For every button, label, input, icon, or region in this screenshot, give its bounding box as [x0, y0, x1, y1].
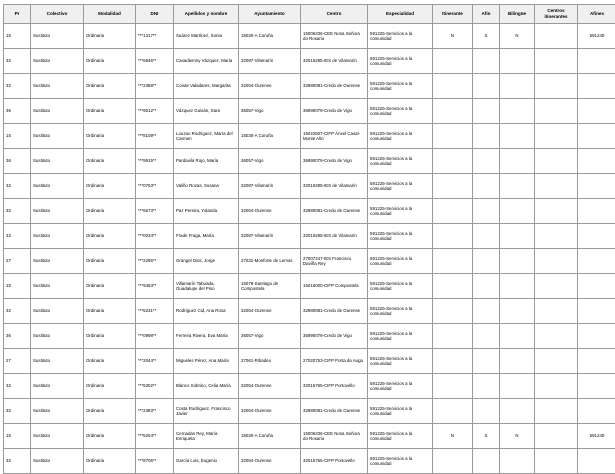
cell-dni: ***8705**	[136, 449, 174, 474]
table-row[interactable]	[4, 49, 615, 74]
cell-nombre: Costa Rodríguez, Francisco Javier	[174, 399, 239, 424]
table-row[interactable]	[4, 349, 615, 374]
table-row[interactable]	[4, 424, 615, 449]
cell-afin	[473, 374, 500, 399]
cell-centro: 27020753-CIFP Porta da Auga	[301, 349, 368, 374]
cell-modalidad: Ordinaria	[84, 99, 136, 124]
cell-centro: 15006336-CEE Nosa Señora do Rosario	[301, 424, 368, 449]
cell-centros_itinerantes	[535, 349, 578, 374]
cell-nombre: Migueles Pérez, Ana María	[174, 349, 239, 374]
column-header-ayuntamiento[interactable]: Ayuntamiento	[239, 5, 301, 24]
cell-bilingue	[500, 299, 535, 324]
cell-colectivo: Sustituto	[31, 224, 84, 249]
cell-colectivo: Sustituto	[31, 24, 84, 49]
cell-especialidad: 591225-Servicios a la comunidad	[368, 74, 433, 99]
cell-ayuntamiento: 32054-Ourense	[239, 199, 301, 224]
cell-afines	[578, 174, 615, 199]
cell-colectivo: Sustituto	[31, 49, 84, 74]
cell-ayuntamiento: 32054-Ourense	[239, 449, 301, 474]
table-row[interactable]	[4, 74, 615, 99]
cell-especialidad: 591225-Servicios a la comunidad	[368, 449, 433, 474]
cell-modalidad: Ordinaria	[84, 224, 136, 249]
cell-ayuntamiento: 32087-Vilamarín	[239, 224, 301, 249]
cell-modalidad: Ordinaria	[84, 424, 136, 449]
cell-colectivo: Sustituto	[31, 374, 84, 399]
cell-ayuntamiento: 15030-A Coruña	[239, 424, 301, 449]
cell-especialidad: 591225-Servicios a la comunidad	[368, 199, 433, 224]
cell-itinerante	[433, 299, 473, 324]
cell-modalidad: Ordinaria	[84, 249, 136, 274]
cell-bilingue	[500, 124, 535, 149]
cell-afines	[578, 224, 615, 249]
cell-centro: 32016285-IES de Vilamarín	[301, 174, 368, 199]
cell-ayuntamiento: 15078-Santiago de Compostela	[239, 274, 301, 299]
cell-modalidad: Ordinaria	[84, 274, 136, 299]
cell-nombre: Pardavila Rojo, María	[174, 149, 239, 174]
cell-itinerante: N	[433, 424, 473, 449]
cell-bilingue	[500, 274, 535, 299]
table-row[interactable]	[4, 274, 615, 299]
cell-nombre: Louzao Rodríguez, María del Carmen	[174, 124, 239, 149]
cell-pr: 32	[4, 399, 31, 424]
cell-centros_itinerantes	[535, 324, 578, 349]
table-row[interactable]	[4, 174, 615, 199]
cell-centro: 15016000-CIFP Compostela	[301, 274, 368, 299]
cell-especialidad: 591225-Servicios a la comunidad	[368, 249, 433, 274]
table-row[interactable]	[4, 374, 615, 399]
cell-colectivo: Sustituto	[31, 299, 84, 324]
cell-pr: 15	[4, 424, 31, 449]
cell-afin	[473, 399, 500, 424]
column-header-nombre[interactable]: Apellidos y nombre	[174, 5, 239, 24]
cell-ayuntamiento: 36057-Vigo	[239, 149, 301, 174]
column-header-dni[interactable]: DNI	[136, 5, 174, 24]
cell-dni: ***0034**	[136, 224, 174, 249]
cell-pr: 32	[4, 374, 31, 399]
cell-centros_itinerantes	[535, 449, 578, 474]
cell-colectivo: Sustituto	[31, 424, 84, 449]
cell-centros_itinerantes	[535, 99, 578, 124]
cell-bilingue	[500, 249, 535, 274]
cell-colectivo: Sustituto	[31, 149, 84, 174]
cell-centro: 32016765-CIFP Portovello	[301, 449, 368, 474]
cell-ayuntamiento: 32054-Ourense	[239, 399, 301, 424]
cell-modalidad: Ordinaria	[84, 24, 136, 49]
cell-especialidad: 591225-Servicios a la comunidad	[368, 274, 433, 299]
cell-bilingue	[500, 324, 535, 349]
cell-centros_itinerantes	[535, 224, 578, 249]
cell-dni: ***2285**	[136, 249, 174, 274]
cell-pr: 36	[4, 99, 31, 124]
cell-centro: 32980081-Credo de Ourense	[301, 399, 368, 424]
cell-centro: 36990079-Credo de Vigo	[301, 324, 368, 349]
cell-modalidad: Ordinaria	[84, 74, 136, 99]
cell-colectivo: Sustituto	[31, 199, 84, 224]
cell-afin	[473, 299, 500, 324]
cell-afin	[473, 349, 500, 374]
cell-nombre: Rodríguez Cid, Ana Rosa	[174, 299, 239, 324]
cell-pr: 15	[4, 124, 31, 149]
cell-especialidad: 591225-Servicios a la comunidad	[368, 24, 433, 49]
cell-itinerante	[433, 74, 473, 99]
cell-afin	[473, 74, 500, 99]
cell-modalidad: Ordinaria	[84, 324, 136, 349]
table-row[interactable]	[4, 149, 615, 174]
cell-afines	[578, 374, 615, 399]
cell-afines	[578, 124, 615, 149]
column-header-centro[interactable]: Centro	[301, 5, 368, 24]
cell-pr: 32	[4, 74, 31, 99]
cell-pr: 32	[4, 199, 31, 224]
cell-afin	[473, 49, 500, 74]
cell-centros_itinerantes	[535, 149, 578, 174]
cell-itinerante	[433, 224, 473, 249]
table-row[interactable]	[4, 299, 615, 324]
cell-itinerante	[433, 124, 473, 149]
cell-pr: 36	[4, 324, 31, 349]
cell-itinerante	[433, 399, 473, 424]
cell-especialidad: 591225-Servicios a la comunidad	[368, 149, 433, 174]
cell-ayuntamiento: 15030-A Coruña	[239, 24, 301, 49]
table-row[interactable]	[4, 324, 615, 349]
cell-afines	[578, 149, 615, 174]
cell-afin	[473, 249, 500, 274]
cell-modalidad: Ordinaria	[84, 199, 136, 224]
cell-nombre: Vázquez Guisán, Sara	[174, 99, 239, 124]
cell-pr: 32	[4, 449, 31, 474]
cell-ayuntamiento: 32087-Vilamarín	[239, 49, 301, 74]
cell-dni: ***8109**	[136, 124, 174, 149]
cell-bilingue: N	[500, 24, 535, 49]
table-row[interactable]	[4, 249, 615, 274]
cell-bilingue	[500, 199, 535, 224]
cell-afines	[578, 349, 615, 374]
cell-modalidad: Ordinaria	[84, 299, 136, 324]
cell-pr: 15	[4, 274, 31, 299]
cell-colectivo: Sustituto	[31, 399, 84, 424]
cell-itinerante: N	[433, 24, 473, 49]
cell-nombre: Blanco Sobrino, Celia María	[174, 374, 239, 399]
table-row[interactable]	[4, 449, 615, 474]
cell-itinerante	[433, 149, 473, 174]
table-row[interactable]	[4, 99, 615, 124]
cell-colectivo: Sustituto	[31, 174, 84, 199]
cell-centro: 36990079-Credo de Vigo	[301, 149, 368, 174]
cell-dni: ***6946**	[136, 49, 174, 74]
cell-colectivo: Sustituto	[31, 274, 84, 299]
column-header-pr[interactable]: Pr	[4, 5, 31, 24]
cell-afines	[578, 324, 615, 349]
cell-afin	[473, 324, 500, 349]
cell-pr: 15	[4, 24, 31, 49]
cell-dni: ***5231**	[136, 299, 174, 324]
cell-centro: 32016765-CIFP Portovello	[301, 374, 368, 399]
cell-centros_itinerantes	[535, 374, 578, 399]
cell-itinerante	[433, 99, 473, 124]
cell-afines	[578, 399, 615, 424]
cell-afines	[578, 74, 615, 99]
cell-modalidad: Ordinaria	[84, 124, 136, 149]
cell-colectivo: Sustituto	[31, 124, 84, 149]
cell-ayuntamiento: 32087-Vilamarín	[239, 174, 301, 199]
cell-centro: 32980081-Credo de Ourense	[301, 199, 368, 224]
cell-afines: 591240	[578, 24, 615, 49]
cell-especialidad: 591225-Servicios a la comunidad	[368, 99, 433, 124]
cell-nombre: Grangel Dios, Jorge	[174, 249, 239, 274]
cell-dni: ***9463**	[136, 274, 174, 299]
cell-ayuntamiento: 36057-Vigo	[239, 324, 301, 349]
table-row[interactable]	[4, 124, 615, 149]
cell-ayuntamiento: 32054-Ourense	[239, 374, 301, 399]
cell-centros_itinerantes	[535, 399, 578, 424]
cell-centro: 27007247-IES Francisco Daviña Rey	[301, 249, 368, 274]
cell-afin	[473, 449, 500, 474]
cell-centros_itinerantes	[535, 199, 578, 224]
cell-centros_itinerantes	[535, 249, 578, 274]
cell-colectivo: Sustituto	[31, 449, 84, 474]
cell-nombre: Suárez Martínez, Sonia	[174, 24, 239, 49]
cell-colectivo: Sustituto	[31, 324, 84, 349]
cell-nombre: Casadiemny Vázquez, María	[174, 49, 239, 74]
cell-bilingue	[500, 349, 535, 374]
cell-colectivo: Sustituto	[31, 249, 84, 274]
cell-pr: 32	[4, 299, 31, 324]
table-header-row	[4, 5, 615, 24]
cell-especialidad: 591225-Servicios a la comunidad	[368, 224, 433, 249]
column-header-centros-itinerantes[interactable]: Centros itinerantes	[535, 5, 578, 24]
cell-dni: ***2044**	[136, 349, 174, 374]
column-header-modalidad[interactable]: Modalidad	[84, 5, 136, 24]
cell-dni: ***0763**	[136, 174, 174, 199]
cell-modalidad: Ordinaria	[84, 149, 136, 174]
cell-dni: ***5254**	[136, 424, 174, 449]
cell-afin	[473, 199, 500, 224]
cell-centro: 32980081-Credo de Ourense	[301, 74, 368, 99]
column-header-afin[interactable]: Afin	[473, 5, 500, 24]
cell-bilingue	[500, 174, 535, 199]
cell-especialidad: 591225-Servicios a la comunidad	[368, 124, 433, 149]
cell-ayuntamiento: 32054-Ourense	[239, 74, 301, 99]
cell-afin: S	[473, 424, 500, 449]
cell-colectivo: Sustituto	[31, 99, 84, 124]
cell-afin	[473, 174, 500, 199]
cell-modalidad: Ordinaria	[84, 174, 136, 199]
cell-especialidad: 591225-Servicios a la comunidad	[368, 299, 433, 324]
cell-especialidad: 591225-Servicios a la comunidad	[368, 399, 433, 424]
cell-afin	[473, 124, 500, 149]
cell-ayuntamiento: 27031-Monforte de Lemos	[239, 249, 301, 274]
cell-afin	[473, 99, 500, 124]
cell-dni: ***9012**	[136, 99, 174, 124]
cell-nombre: Ferreira Rivera, Eva María	[174, 324, 239, 349]
cell-nombre: García Lois, Eugenio	[174, 449, 239, 474]
cell-pr: 32	[4, 49, 31, 74]
cell-centros_itinerantes	[535, 274, 578, 299]
cell-bilingue	[500, 149, 535, 174]
cell-bilingue	[500, 74, 535, 99]
cell-pr: 27	[4, 349, 31, 374]
cell-nombre: Valiño Rozas, Susana	[174, 174, 239, 199]
column-header-bilingue[interactable]: Bilingüe	[500, 5, 535, 24]
cell-itinerante	[433, 249, 473, 274]
cell-bilingue	[500, 49, 535, 74]
cell-especialidad: 591225-Servicios a la comunidad	[368, 349, 433, 374]
cell-pr: 36	[4, 149, 31, 174]
cell-dni: ***6673**	[136, 199, 174, 224]
cell-bilingue: N	[500, 424, 535, 449]
cell-pr: 27	[4, 249, 31, 274]
cell-centro: 32980081-Credo de Ourense	[301, 299, 368, 324]
cell-afines	[578, 449, 615, 474]
cell-afines: 591240	[578, 424, 615, 449]
cell-centros_itinerantes	[535, 24, 578, 49]
cell-afin	[473, 149, 500, 174]
adjudication-table	[3, 4, 615, 474]
cell-bilingue	[500, 224, 535, 249]
cell-ayuntamiento: 36057-Vigo	[239, 99, 301, 124]
cell-ayuntamiento: 32054-Ourense	[239, 299, 301, 324]
cell-centros_itinerantes	[535, 424, 578, 449]
cell-centro: 32016285-IES de Vilamarín	[301, 224, 368, 249]
cell-centros_itinerantes	[535, 299, 578, 324]
cell-centro: 15006336-CEE Nosa Señora do Rosario	[301, 24, 368, 49]
cell-ayuntamiento: 27061-Ribadeo	[239, 349, 301, 374]
cell-dni: ***9915**	[136, 149, 174, 174]
cell-centros_itinerantes	[535, 49, 578, 74]
column-header-especialidad[interactable]: Especialidad	[368, 5, 433, 24]
column-header-colectivo[interactable]: Colectivo	[31, 5, 84, 24]
cell-pr: 32	[4, 174, 31, 199]
cell-dni: ***0998**	[136, 324, 174, 349]
cell-centro: 36990079-Credo de Vigo	[301, 99, 368, 124]
cell-modalidad: Ordinaria	[84, 374, 136, 399]
cell-afines	[578, 99, 615, 124]
cell-itinerante	[433, 49, 473, 74]
cell-modalidad: Ordinaria	[84, 449, 136, 474]
cell-bilingue	[500, 99, 535, 124]
table-row[interactable]	[4, 224, 615, 249]
cell-especialidad: 591225-Servicios a la comunidad	[368, 174, 433, 199]
cell-afin	[473, 274, 500, 299]
cell-especialidad: 591225-Servicios a la comunidad	[368, 49, 433, 74]
cell-centro: 15022607-CIFP Ánxel Casal-Monte Alto	[301, 124, 368, 149]
cell-afines	[578, 249, 615, 274]
cell-bilingue	[500, 399, 535, 424]
cell-dni: ***2383**	[136, 399, 174, 424]
cell-nombre: Frade Fraga, María	[174, 224, 239, 249]
cell-especialidad: 591225-Servicios a la comunidad	[368, 424, 433, 449]
cell-especialidad: 591225-Servicios a la comunidad	[368, 374, 433, 399]
cell-itinerante	[433, 374, 473, 399]
table-body	[4, 24, 615, 474]
cell-ayuntamiento: 15030-A Coruña	[239, 124, 301, 149]
cell-afin	[473, 224, 500, 249]
cell-pr: 32	[4, 224, 31, 249]
cell-centros_itinerantes	[535, 174, 578, 199]
cell-centro: 32016285-IES de Vilamarín	[301, 49, 368, 74]
cell-itinerante	[433, 349, 473, 374]
cell-itinerante	[433, 324, 473, 349]
cell-centros_itinerantes	[535, 74, 578, 99]
cell-modalidad: Ordinaria	[84, 349, 136, 374]
cell-nombre: Paz Pereira, Yolanda	[174, 199, 239, 224]
cell-dni: ***2388**	[136, 74, 174, 99]
cell-afines	[578, 299, 615, 324]
table-row[interactable]	[4, 199, 615, 224]
cell-itinerante	[433, 274, 473, 299]
cell-colectivo: Sustituto	[31, 74, 84, 99]
cell-afin: S	[473, 24, 500, 49]
cell-itinerante	[433, 199, 473, 224]
cell-bilingue	[500, 374, 535, 399]
cell-dni: ***5302**	[136, 374, 174, 399]
cell-afines	[578, 274, 615, 299]
cell-itinerante	[433, 449, 473, 474]
cell-nombre: Cernadas Rey, María Enriqueta	[174, 424, 239, 449]
cell-modalidad: Ordinaria	[84, 399, 136, 424]
column-header-afines[interactable]: Afines	[578, 5, 615, 24]
cell-afines	[578, 49, 615, 74]
cell-nombre: Villamarín Taboada, Guadalupe del Pino	[174, 274, 239, 299]
cell-bilingue	[500, 449, 535, 474]
cell-afines	[578, 199, 615, 224]
column-header-itinerante[interactable]: Itinerante	[433, 5, 473, 24]
table-header	[4, 5, 615, 24]
cell-especialidad: 591225-Servicios a la comunidad	[368, 324, 433, 349]
cell-nombre: Conde Valadares, Margarita	[174, 74, 239, 99]
cell-modalidad: Ordinaria	[84, 49, 136, 74]
cell-dni: ***1317**	[136, 24, 174, 49]
table-row[interactable]	[4, 399, 615, 424]
cell-colectivo: Sustituto	[31, 349, 84, 374]
table-row[interactable]	[4, 24, 615, 49]
cell-centros_itinerantes	[535, 124, 578, 149]
cell-itinerante	[433, 174, 473, 199]
